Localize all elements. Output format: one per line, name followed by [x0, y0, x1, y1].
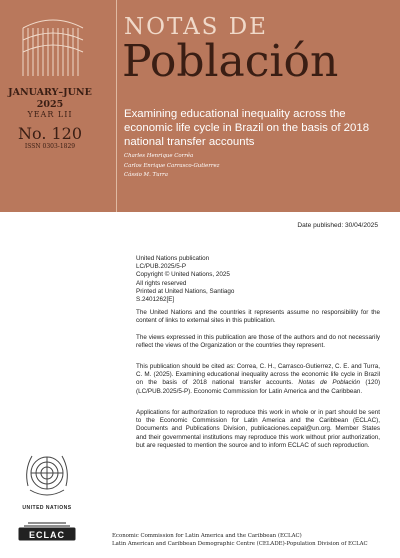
footer-line: Latin American and Caribbean Demographic Centre (CELADE)-Population Division of ECLAC — [112, 540, 368, 547]
citation-text: This publication should be cited as: Correa, C. H., Carrasco-Gutierrez, C. E. and Turra, C. M. (2025). Examining educational inequality across the economic life cycle in Brazil on the basis of 2018 national transfer accounts. — [136, 363, 380, 387]
citation-text-end: (120) (LC/PUB.2025/5-P). Economic Commission for Latin America and the Caribbean. — [136, 379, 381, 395]
eclac-logo-text: ECLAC — [29, 530, 65, 540]
journal-name-top: NOTAS DE — [124, 14, 268, 40]
article-title: Examining educational inequality across the economic life cycle in Brazil on the basis of 2018 national transfer accounts — [124, 108, 370, 148]
author-name: Carlos Enrique Carrasco-Gutierrez — [124, 162, 220, 169]
meta-line: Printed at United Nations, Santiago — [136, 287, 235, 295]
eclac-logo-icon — [18, 516, 76, 542]
journal-logo-icon — [18, 18, 88, 76]
journal-name-main: Población — [122, 36, 339, 87]
publication-metadata — [136, 255, 234, 304]
footer-credits — [112, 533, 368, 548]
meta-line: Copyright © United Nations, 2025 — [136, 271, 230, 279]
reproduction-paragraph: Applications for authorization to reproduce this work in whole or in part should be sent to the Economic Commission for Latin America and the Caribbean (ECLAC), Documents and Publications Division, publicaciones.cepal@un.org. Member States and their governmental institutions may reproduce this work without prior authorization, but are requested to mention the source and to inform ECLAC of such reproduction. — [136, 409, 380, 449]
date-published: Date published: 30/04/2025 — [297, 222, 378, 229]
citation-journal: Notas de Población — [298, 379, 361, 387]
banner-divider — [116, 0, 117, 212]
citation-paragraph — [136, 363, 380, 396]
meta-line: LC/PUB.2025/5-P — [136, 263, 187, 271]
un-label: UNITED NATIONS — [22, 505, 72, 511]
author-name: Charles Henrique Corrêa — [124, 153, 194, 159]
issue-number: No. 120 — [17, 124, 83, 143]
meta-line: United Nations publication — [136, 255, 210, 262]
disclaimer-links: The United Nations and the countries it represents assume no responsibility for the content of links to external sites in this publication. — [136, 309, 380, 325]
issn: ISSN 0303-1829 — [24, 143, 76, 150]
meta-line: All rights reserved — [136, 279, 187, 287]
author-name: Cássio M. Turra — [124, 172, 168, 178]
footer-line: Economic Commission for Latin America and the Caribbean (ECLAC) — [112, 533, 302, 539]
un-emblem-icon — [20, 448, 74, 502]
issue-year: YEAR LII — [27, 110, 73, 119]
disclaimer-views: The views expressed in this publication are those of the authors and do not necessarily reflect the views of the Organization or the countries they represent. — [136, 334, 380, 350]
meta-line: S.2401262[E] — [136, 296, 175, 304]
author-list — [124, 152, 220, 181]
issue-date: JANUARY–JUNE 2025 — [8, 87, 92, 110]
